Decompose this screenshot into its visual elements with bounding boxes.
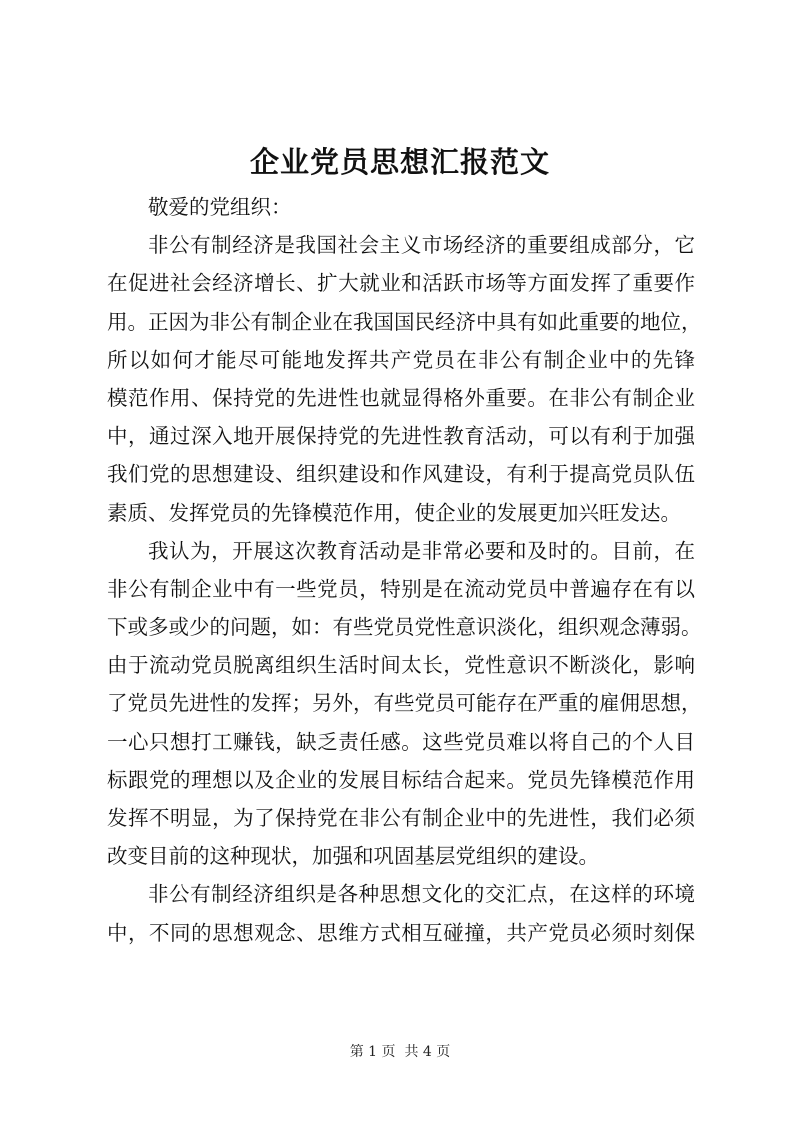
paragraph-line: 非公有制经济组织是各种思想文化的交汇点，在这样的环境 <box>148 882 695 907</box>
paragraph-line: 下或多或少的问题，如：有些党员党性意识淡化，组织观念薄弱。 <box>107 615 702 640</box>
paragraph-line: 我们党的思想建设、组织建设和作风建设，有利于提高党员队伍 <box>107 462 695 487</box>
paragraph-line: 素质、发挥党员的先锋模范作用，使企业的发展更加兴旺发达。 <box>107 500 681 525</box>
paragraph-line: 改变目前的这种现状，加强和巩固基层党组织的建设。 <box>107 844 599 869</box>
paragraph-line: 非公有制企业中有一些党员，特别是在流动党员中普遍存在有以 <box>107 576 695 601</box>
paragraph-line: 由于流动党员脱离组织生活时间太长，党性意识不断淡化，影响 <box>107 653 695 678</box>
document-body <box>107 188 702 952</box>
paragraph-line: 一心只想打工赚钱，缺乏责任感。这些党员难以将自己的个人目 <box>107 729 695 754</box>
paragraph-line: 中，不同的思想观念、思维方式相互碰撞，共产党员必须时刻保 <box>107 920 695 945</box>
paragraph-line: 发挥不明显，为了保持党在非公有制企业中的先进性，我们必须 <box>107 806 695 830</box>
paragraph-2 <box>107 532 702 876</box>
paragraph-line: 非公有制经济是我国社会主义市场经济的重要组成部分，它 <box>148 233 695 258</box>
paragraph-line: 中，通过深入地开展保持党的先进性教育活动，可以有利于加强 <box>107 424 695 449</box>
page-number-label: 第 1 页 共 4 页 <box>349 1044 451 1060</box>
salutation: 敬爱的党组织： <box>148 195 292 219</box>
document-title: 企业党员思想汇报范文 <box>249 145 550 179</box>
paragraph-line: 标跟党的理想以及企业的发展目标结合起来。党员先锋模范作用 <box>107 767 695 792</box>
paragraph-line: 用。正因为非公有制企业在我国国民经济中具有如此重要的地位， <box>107 309 702 334</box>
paragraph-line: 了党员先进性的发挥；另外，有些党员可能存在严重的雇佣思想， <box>107 691 702 716</box>
paragraph-3 <box>107 875 695 951</box>
page-footer <box>0 1042 800 1062</box>
paragraph-line: 所以如何才能尽可能地发挥共产党员在非公有制企业中的先锋 <box>107 347 695 372</box>
paragraph-1 <box>107 226 702 532</box>
paragraph-line: 我认为，开展这次教育活动是非常必要和及时的。目前，在 <box>148 538 695 563</box>
paragraph-line: 模范作用、保持党的先进性也就显得格外重要。在非公有制企业 <box>107 385 695 410</box>
paragraph-line: 在促进社会经济增长、扩大就业和活跃市场等方面发挥了重要作 <box>107 271 695 296</box>
